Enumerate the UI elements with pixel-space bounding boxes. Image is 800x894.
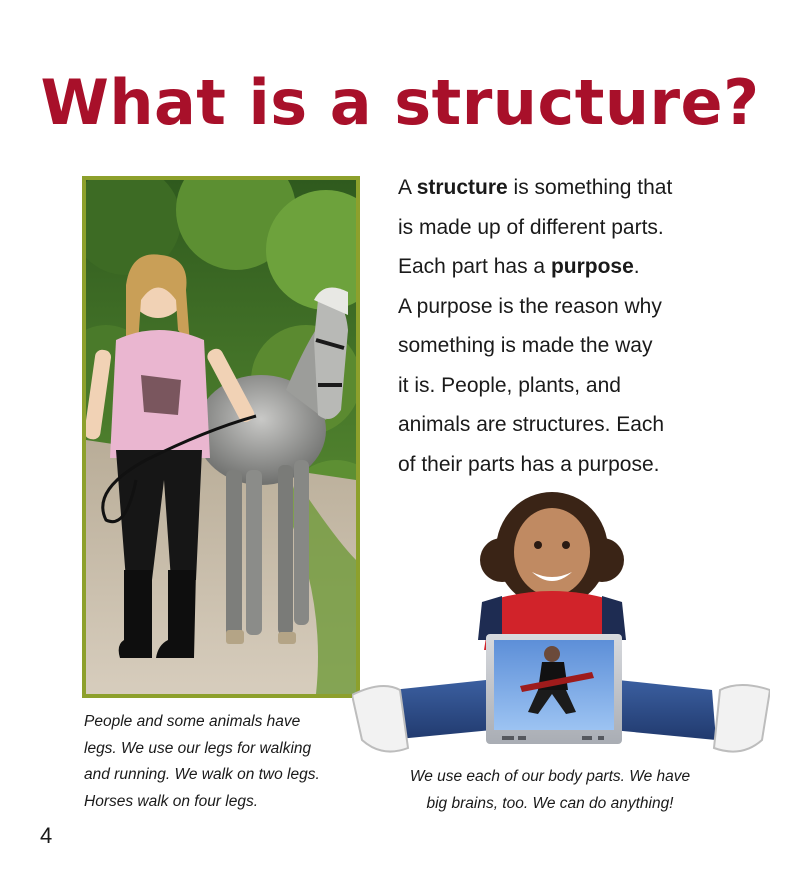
caption-line: big brains, too. We can do anything! (426, 794, 674, 812)
girl-with-horse-photo (82, 176, 360, 698)
body-line: A structure is something that (398, 176, 673, 199)
caption-line: Horses walk on four legs. (84, 792, 259, 810)
body-line: A purpose is the reason why (398, 294, 662, 318)
girl-with-laptop-photo (352, 490, 770, 758)
body-line: is made up of different parts. (398, 215, 664, 239)
caption-line: legs. We use our legs for walking (84, 739, 312, 757)
caption-line: People and some animals have (84, 713, 301, 730)
keyword-purpose: purpose (550, 255, 634, 278)
girl-with-horse-illustration (86, 180, 356, 694)
body-line: it is. People, plants, and (398, 373, 621, 397)
page-number: 4 (40, 823, 53, 848)
body-line: of their parts has a purpose. (398, 452, 660, 476)
girl-with-laptop-illustration (352, 490, 770, 758)
body-line: Each part has a purpose. (398, 255, 640, 278)
caption-body-parts (380, 764, 720, 817)
body-paragraph (398, 168, 728, 484)
body-line: something is made the way (398, 334, 653, 357)
caption-legs (84, 709, 374, 815)
keyword-structure: structure (416, 176, 508, 199)
page-title: What is a structure? (40, 66, 760, 139)
caption-line: and running. We walk on two legs. (84, 766, 320, 783)
caption-line: We use each of our body parts. We have (409, 768, 691, 785)
body-line: animals are structures. Each (398, 413, 665, 436)
